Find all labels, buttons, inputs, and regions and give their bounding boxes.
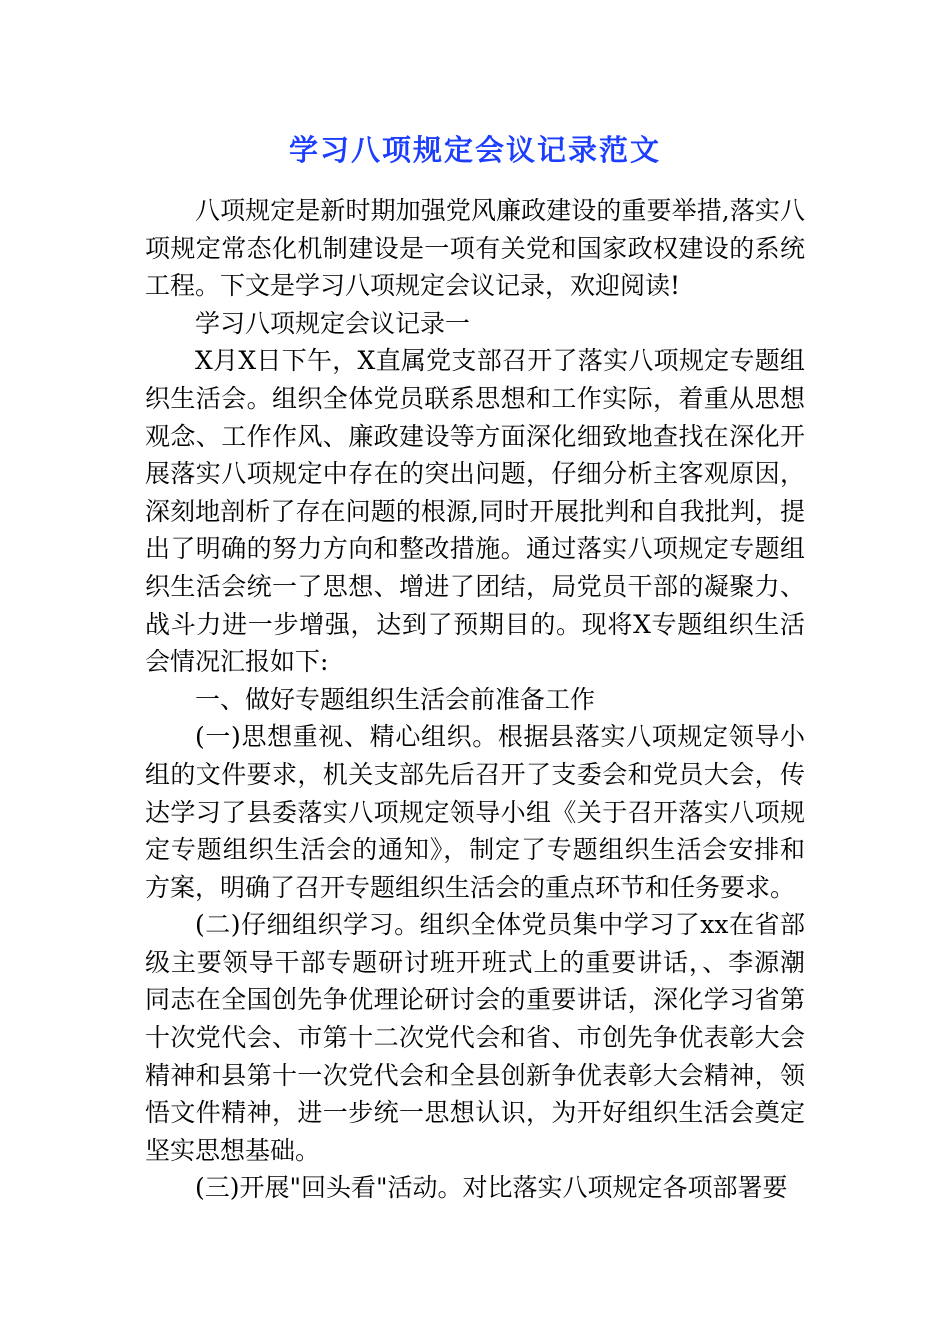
paragraph-item-three: (三)开展"回头看"活动。对比落实八项规定各项部署要 [195, 1173, 788, 1203]
paragraph-intro: 八项规定是新时期加强党风廉政建设的重要举措,落实八项规定常态化机制建设是一项有关党和国家政权建设的系统工程。下文是学习八项规定会议记录，欢迎阅读! [145, 196, 805, 301]
paragraph-item-two: (二)仔细组织学习。组织全体党员集中学习了xx在省部级主要领导干部专题研讨班开班式上的重要讲话，、李源潮同志在全国创先争优理论研讨会的重要讲话，深化学习省第十次党代会、市第十二次党代会和省、市创先争优表彰大会精神和县第十一次党代会和全县创新争优表彰大会精神，领悟文件精神，进一步统一思想认识，为开好组织生活会奠定坚实思想基础。 [145, 910, 805, 1165]
document-body [145, 192, 805, 1207]
paragraph-item-one: (一)思想重视、精心组织。根据县落实八项规定领导小组的文件要求，机关支部先后召开了支委会和党员大会，传达学习了县委落实八项规定领导小组《关于召开落实八项规定专题组织生活会的通知》，制定了专题组织生活会安排和方案，明确了召开专题组织生活会的重点环节和任务要求。 [145, 722, 805, 902]
paragraph-meeting-summary: X月X日下午，X直属党支部召开了落实八项规定专题组织生活会。组织全体党员联系思想和工作实际，着重从思想观念、工作作风、廉政建设等方面深化细致地查找在深化开展落实八项规定中存在的突出问题，仔细分析主客观原因，深刻地剖析了存在问题的根源,同时开展批判和自我批判，提出了明确的努力方向和整改措施。通过落实八项规定专题组织生活会统一了思想、增进了团结，局党员干部的凝聚力、战斗力进一步增强，达到了预期目的。现将X专题组织生活会情况汇报如下: [145, 346, 805, 677]
section-heading-record-one: 学习八项规定会议记录一 [195, 308, 471, 338]
document-title: 学习八项规定会议记录范文 [288, 133, 661, 167]
section-heading-preparation: 一、做好专题组织生活会前准备工作 [195, 684, 596, 714]
